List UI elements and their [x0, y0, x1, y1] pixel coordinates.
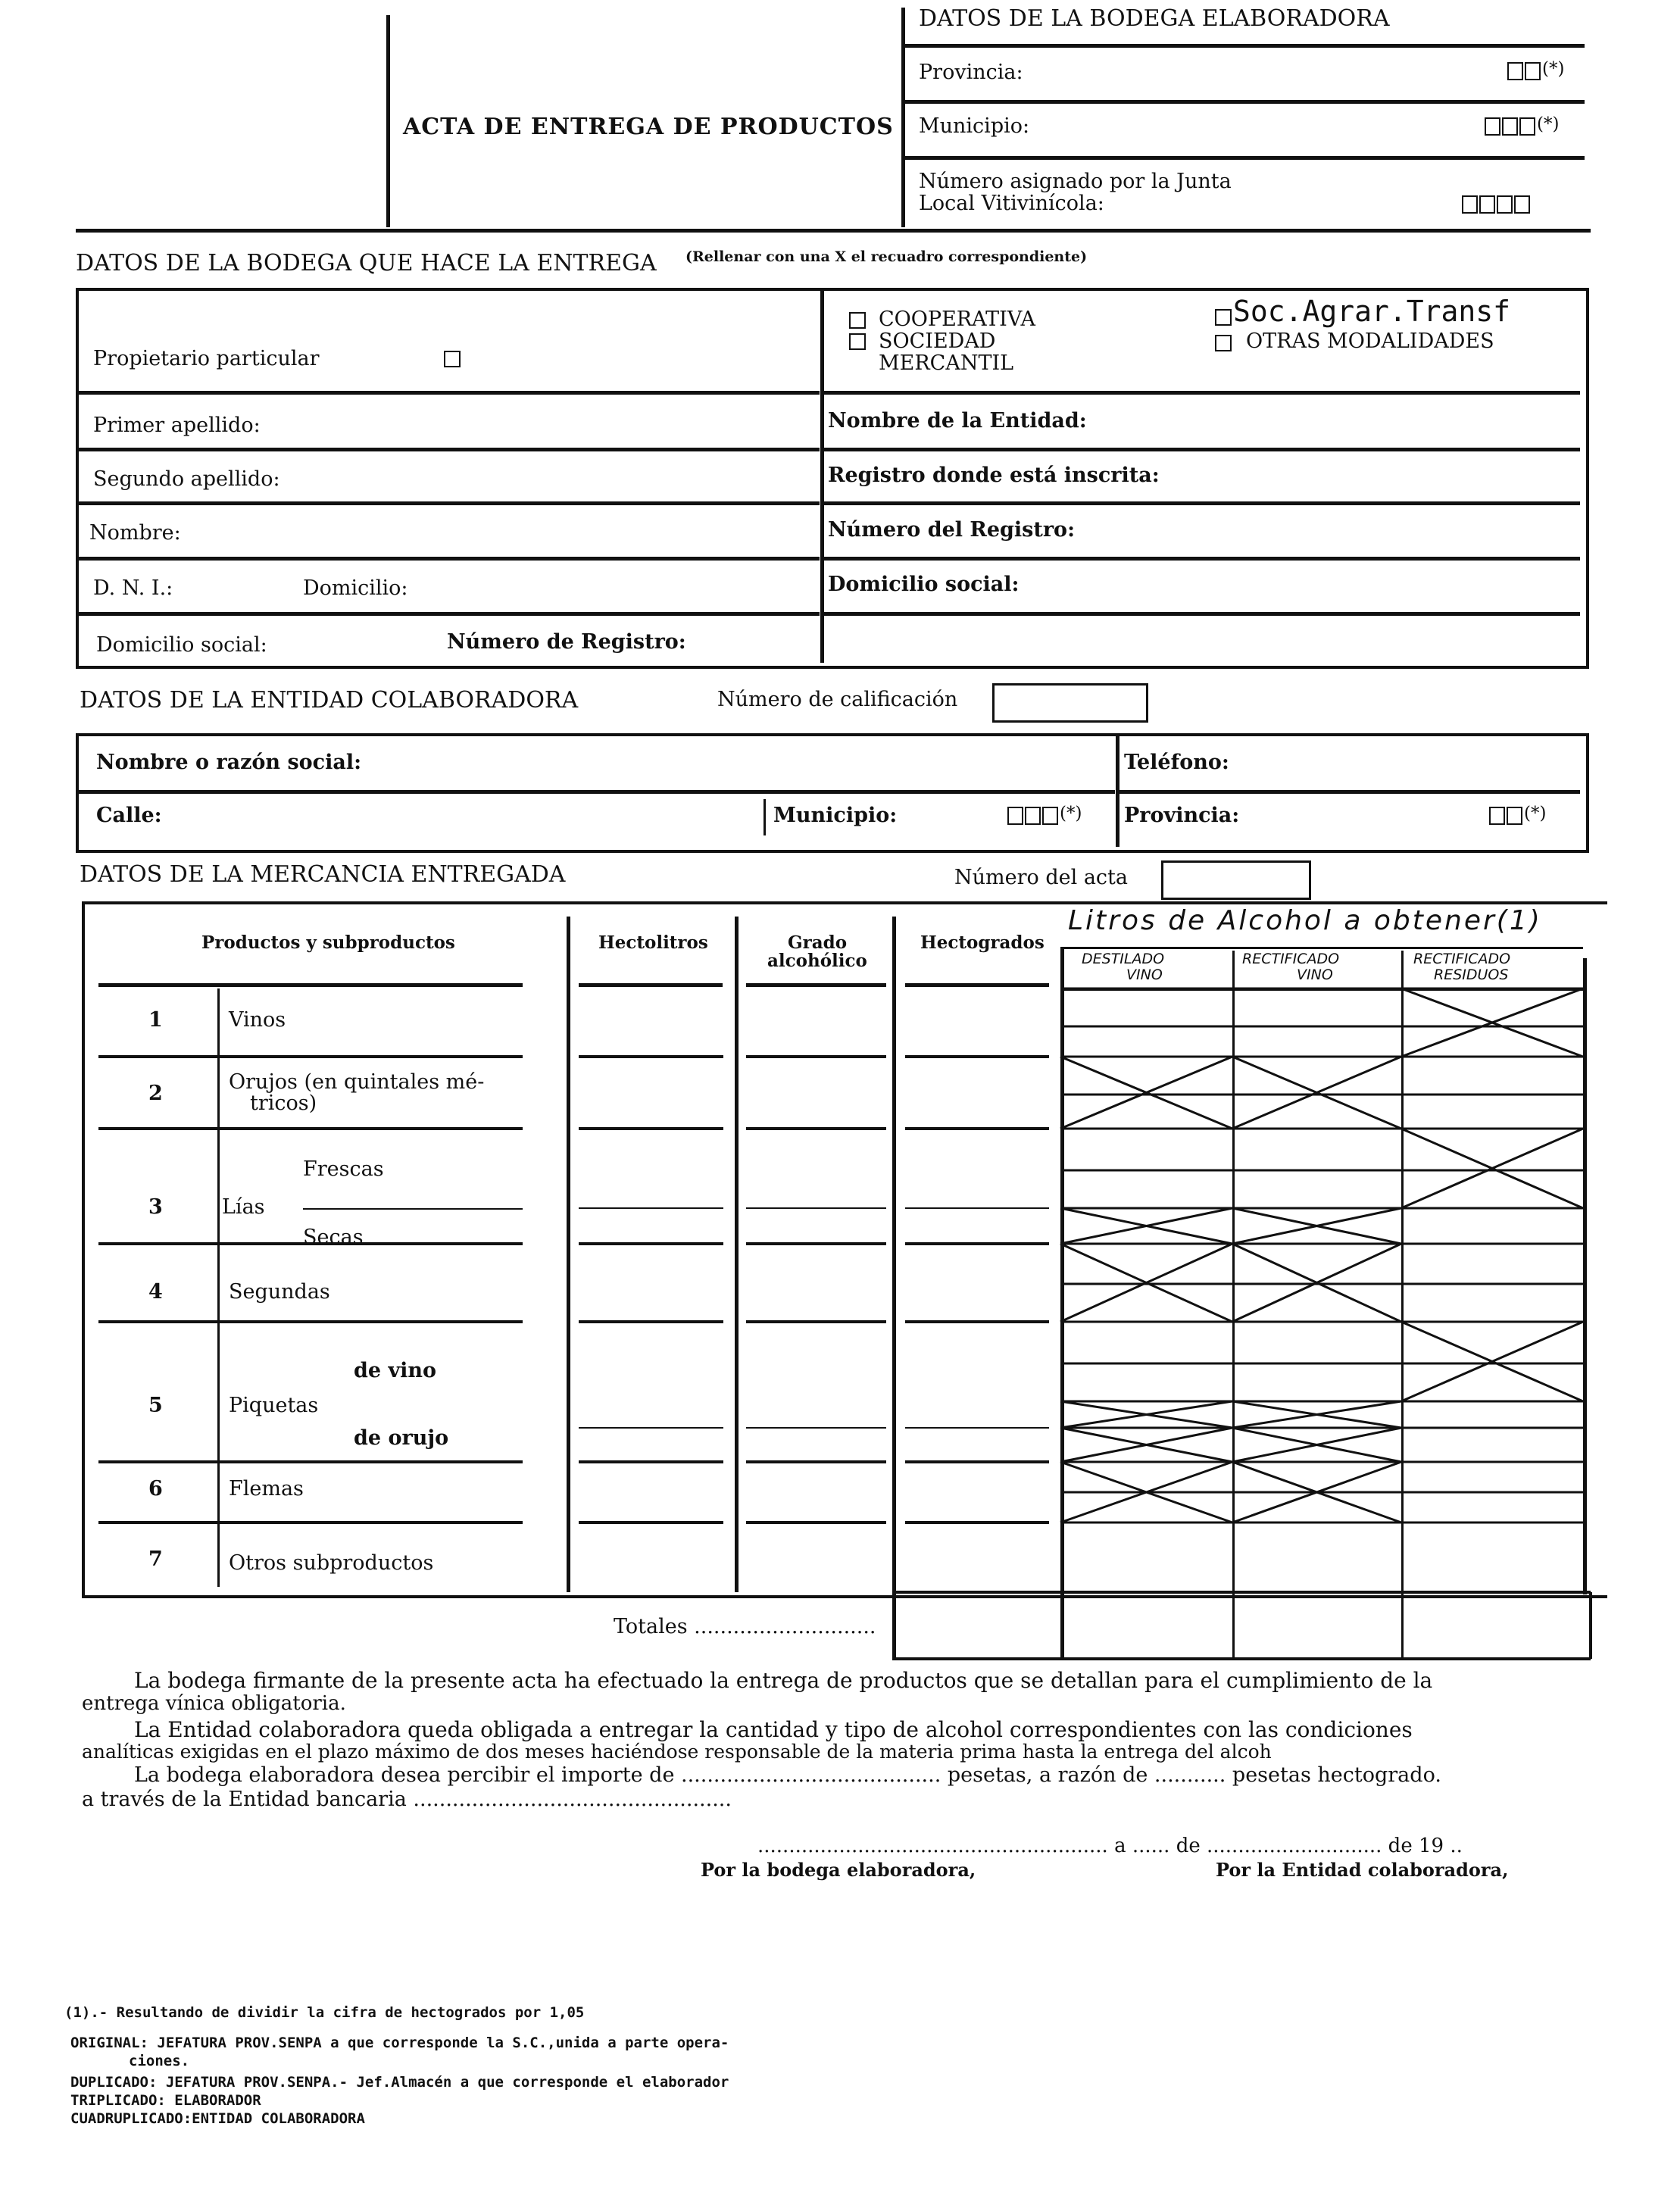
col-header-hectolitros: Hectolitros [598, 932, 708, 953]
entrega-section-title: DATOS DE LA BODEGA QUE HACE LA ENTREGA [76, 250, 657, 276]
telefono-label: Teléfono: [1124, 751, 1229, 774]
numero-de-registro-label: Número de Registro: [447, 630, 686, 654]
colab-municipio-label: Municipio: [773, 804, 898, 827]
star-note: (*) [1060, 804, 1082, 823]
row-5-sub-a: de vino [354, 1359, 437, 1382]
row-3-number: 3 [148, 1195, 163, 1219]
paragraph-1a: La bodega firmante de la presente acta ha efectuado la entrega de productos que se detallan para el cumplimiento de la [134, 1668, 1433, 1693]
date-line: ........................................................ a ...... de ............................ de 19 .. [757, 1835, 1463, 1857]
colab-provincia-label: Provincia: [1124, 804, 1240, 827]
row-5-number: 5 [148, 1394, 163, 1417]
nombre-entidad-label: Nombre de la Entidad: [828, 409, 1087, 433]
numero-registro-label: Número del Registro: [828, 518, 1076, 542]
row-3-label: Lías [222, 1195, 265, 1219]
dni-label: D. N. I.: [93, 576, 173, 600]
star-note: (*) [1537, 114, 1560, 134]
row-1-number: 1 [148, 1008, 163, 1032]
sociedad-label-2: MERCANTIL [879, 351, 1014, 375]
otras-label: OTRAS MODALIDADES [1246, 329, 1494, 353]
cooperativa-label: COOPERATIVA [879, 308, 1035, 331]
razon-social-label: Nombre o razón social: [96, 751, 362, 774]
numero-acta-label: Número del acta [954, 866, 1128, 889]
domicilio-social-label: Domicilio social: [96, 633, 267, 657]
row-6-label: Flemas [229, 1477, 304, 1501]
propietario-label: Propietario particular [93, 347, 320, 370]
row-3-sub-a: Frescas [303, 1157, 384, 1181]
alcohol-handwritten-header: Litros de Alcohol a obtener(1) [1068, 905, 1542, 936]
copy-original: ORIGINAL: JEFATURA PROV.SENPA a que corresponde la S.C.,unida a parte opera- [70, 2035, 729, 2051]
domicilio-label: Domicilio: [303, 576, 408, 600]
numero-junta-label-1: Número asignado por la Junta [919, 170, 1232, 193]
star-note: (*) [1524, 804, 1547, 823]
row-7-label: Otros subproductos [229, 1551, 434, 1575]
sociedad-label-1: SOCIEDAD [879, 329, 996, 353]
soc-agrar-label: Soc.Agrar.Transf [1233, 295, 1511, 328]
row-6-number: 6 [148, 1477, 163, 1501]
copy-duplicado: DUPLICADO: JEFATURA PROV.SENPA.- Jef.Almacén a que corresponde el elaborador [70, 2074, 729, 2091]
paragraph-3b: a través de la Entidad bancaria ................................................. [82, 1788, 732, 1811]
paragraph-2a: La Entidad colaboradora queda obligada a entregar la cantidad y tipo de alcohol correspondientes con las condiciones [134, 1717, 1413, 1742]
sub-header-rect-res-2: RESIDUOS [1434, 967, 1509, 983]
sub-header-rect-vino: RECTIFICADO [1242, 951, 1340, 967]
registro-inscrita-label: Registro donde está inscrita: [828, 464, 1160, 487]
numero-junta-label-2: Local Vitivinícola: [919, 192, 1104, 215]
row-5-label: Piquetas [229, 1394, 319, 1417]
signature-entidad: Por la Entidad colaboradora, [1216, 1859, 1509, 1881]
row-5-sub-b: de orujo [354, 1426, 449, 1450]
row-4-number: 4 [148, 1280, 163, 1304]
star-note: (*) [1542, 59, 1565, 79]
copy-triplicado: TRIPLICADO: ELABORADOR [70, 2092, 261, 2109]
segundo-apellido-label: Segundo apellido: [93, 467, 280, 491]
sub-header-destilado-vino: VINO [1126, 967, 1163, 983]
row-2-number: 2 [148, 1082, 163, 1105]
copy-original-2: ciones. [129, 2053, 190, 2069]
calificacion-label: Número de calificación [717, 688, 958, 711]
row-7-number: 7 [148, 1547, 163, 1571]
colab-section-title: DATOS DE LA ENTIDAD COLABORADORA [80, 687, 579, 714]
entrega-instruction: (Rellenar con una X el recuadro correspondiente) [685, 248, 1088, 265]
paragraph-3a: La bodega elaboradora desea percibir el importe de ........................................ pesetas, a razón de ........... pesetas hectogrado. [134, 1763, 1441, 1787]
domicilio-social-right-label: Domicilio social: [828, 573, 1020, 596]
col-header-grado-2: alcohólico [767, 951, 867, 971]
paragraph-2b: analíticas exigidas en el plazo máximo de dos meses haciéndose responsable de la materia prima hasta la entrega del alcoh [82, 1741, 1272, 1763]
sub-header-rect-res: RECTIFICADO [1413, 951, 1511, 967]
sub-header-destilado: DESTILADO [1082, 951, 1165, 967]
col-header-grado-1: Grado [788, 932, 848, 953]
calle-label: Calle: [96, 804, 162, 827]
row-2-label-2: tricos) [250, 1092, 317, 1115]
copy-cuadruplicado: CUADRUPLICADO:ENTIDAD COLABORADORA [70, 2110, 365, 2127]
row-1-label: Vinos [229, 1008, 286, 1032]
municipio-label: Municipio: [919, 114, 1030, 138]
document-title: ACTA DE ENTREGA DE PRODUCTOS [403, 114, 894, 140]
sub-header-rect-vino-2: VINO [1297, 967, 1333, 983]
paragraph-1b: entrega vínica obligatoria. [82, 1692, 346, 1715]
col-header-hectogrados: Hectogrados [920, 932, 1045, 953]
col-header-productos: Productos y subproductos [201, 932, 455, 953]
nombre-label: Nombre: [89, 521, 181, 545]
totales-label: Totales ............................ [614, 1615, 876, 1638]
row-4-label: Segundas [229, 1280, 330, 1304]
row-3-sub-b: Secas [303, 1226, 364, 1249]
signature-bodega: Por la bodega elaboradora, [701, 1859, 976, 1881]
provincia-label: Provincia: [919, 61, 1023, 84]
row-2-label: Orujos (en quintales mé- [229, 1070, 485, 1094]
mercancia-section-title: DATOS DE LA MERCANCIA ENTREGADA [80, 861, 566, 888]
primer-apellido-label: Primer apellido: [93, 414, 261, 437]
bodega-elaboradora-title: DATOS DE LA BODEGA ELABORADORA [919, 5, 1390, 32]
footnote-1: (1).- Resultando de dividir la cifra de hectogrados por 1,05 [64, 2004, 585, 2021]
